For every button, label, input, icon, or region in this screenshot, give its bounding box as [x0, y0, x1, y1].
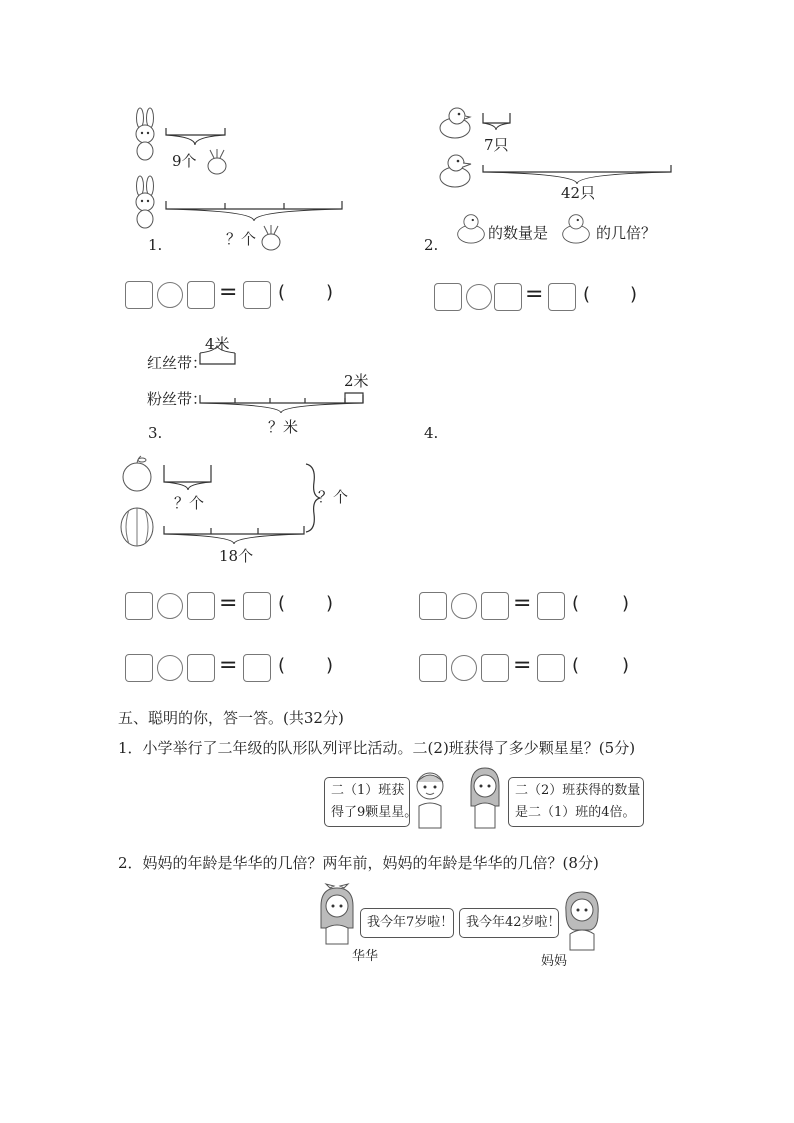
equals-sign: =: [219, 591, 238, 616]
p5-total-label: ？个: [318, 488, 349, 506]
watermelon-icon: [118, 506, 156, 548]
unit-paren-right: ): [326, 655, 334, 676]
speech-bubble-class2: [508, 777, 644, 827]
p3-extra-length: 2米: [344, 372, 369, 390]
unit-paren-left: (: [278, 655, 286, 676]
answer-box[interactable]: [481, 592, 509, 620]
answer-box[interactable]: [494, 283, 522, 311]
p5-top-label: ？个: [174, 494, 205, 512]
answer-box[interactable]: [187, 592, 215, 620]
answer-box[interactable]: [125, 654, 153, 682]
answer-box[interactable]: [548, 283, 576, 311]
unit-paren-left: (: [572, 655, 580, 676]
answer-box[interactable]: [537, 654, 565, 682]
answer-box[interactable]: [419, 654, 447, 682]
equals-sign: =: [513, 653, 532, 678]
answer-box[interactable]: [125, 281, 153, 309]
p2-question-part1: 的数量是: [488, 224, 549, 242]
p1-bottom-label: ？个: [226, 230, 257, 248]
carrot-icon: [204, 148, 230, 176]
equals-sign: =: [219, 653, 238, 678]
p3-number: 3.: [148, 424, 163, 442]
answer-box[interactable]: [537, 592, 565, 620]
bubble-line: 二（1）班获: [331, 783, 405, 798]
speech-bubble-huahua: [360, 908, 454, 938]
operator-circle[interactable]: [451, 655, 477, 681]
speech-bubble-mom: [459, 908, 559, 938]
unit-paren-left: (: [278, 593, 286, 614]
answer-box[interactable]: [419, 592, 447, 620]
unit-paren-left: (: [572, 593, 580, 614]
p2-bottom-label: 42只: [561, 184, 596, 202]
bubble-line: 得了9颗星星。: [331, 805, 418, 820]
bubble-line: 二（2）班获得的数量: [515, 783, 641, 798]
carrot-icon: [258, 224, 284, 252]
unit-paren-left: (: [583, 284, 591, 305]
unit-paren-right: ): [622, 655, 630, 676]
section5-heading: 五、聪明的你，答一答。(共32分): [118, 709, 344, 727]
mom-icon: [560, 888, 604, 950]
answer-box[interactable]: [434, 283, 462, 311]
unit-paren-right: ): [326, 282, 334, 303]
p3-total-label: ？米: [268, 418, 299, 436]
answer-box[interactable]: [243, 592, 271, 620]
bubble-text: 我今年42岁啦！: [466, 915, 561, 930]
answer-box[interactable]: [243, 281, 271, 309]
name-huahua: 华华: [352, 949, 379, 964]
p2-top-label: 7只: [484, 136, 509, 154]
segment-diagram-1: [160, 125, 350, 225]
p1-top-label: 9个: [172, 152, 197, 170]
answer-box[interactable]: [125, 592, 153, 620]
equals-sign: =: [525, 282, 544, 307]
segment-diagram-3: [195, 350, 375, 420]
section5-q1-text: 1．小学举行了二年级的队形队列评比活动。二(2)班获得了多少颗星星？(5分): [118, 739, 636, 757]
segment-diagram-2: [480, 110, 680, 190]
name-mom: 妈妈: [541, 954, 568, 969]
bubble-text: 我今年7岁啦！: [367, 915, 454, 930]
bubble-line: 是二（1）班的4倍。: [515, 805, 636, 820]
p3-red-ribbon-label: 红丝带：: [147, 354, 208, 372]
p2-number: 2.: [424, 236, 439, 254]
operator-circle[interactable]: [157, 655, 183, 681]
answer-box[interactable]: [187, 281, 215, 309]
unit-paren-right: ): [622, 593, 630, 614]
answer-box[interactable]: [243, 654, 271, 682]
chick-icon: [455, 210, 487, 246]
p2-question-part2: 的几倍？: [596, 224, 657, 242]
answer-box[interactable]: [187, 654, 215, 682]
p3-pink-ribbon-label: 粉丝带：: [147, 390, 208, 408]
p5-bottom-label: 18个: [219, 547, 254, 565]
section5-q2-text: 2．妈妈的年龄是华华的几倍？两年前，妈妈的年龄是华华的几倍？(8分): [118, 854, 599, 872]
equals-sign: =: [219, 280, 238, 305]
operator-circle[interactable]: [157, 282, 183, 308]
answer-box[interactable]: [481, 654, 509, 682]
boy-icon: [410, 768, 450, 830]
speech-bubble-class1: [324, 777, 418, 827]
rabbit-icon: [128, 108, 162, 162]
chick-icon: [437, 104, 473, 140]
apple-icon: [120, 455, 154, 493]
p4-number: 4.: [424, 424, 439, 442]
girl-icon: [465, 766, 505, 830]
operator-circle[interactable]: [157, 593, 183, 619]
equals-sign: =: [513, 591, 532, 616]
unit-paren-left: (: [278, 282, 286, 303]
duck-icon: [437, 150, 473, 190]
unit-paren-right: ): [630, 284, 638, 305]
girl-icon: [316, 884, 358, 944]
duck-icon: [560, 210, 592, 246]
operator-circle[interactable]: [466, 284, 492, 310]
operator-circle[interactable]: [451, 593, 477, 619]
p1-number: 1.: [148, 236, 163, 254]
p3-red-length: 4米: [205, 335, 230, 353]
rabbit-icon: [128, 176, 162, 230]
unit-paren-right: ): [326, 593, 334, 614]
